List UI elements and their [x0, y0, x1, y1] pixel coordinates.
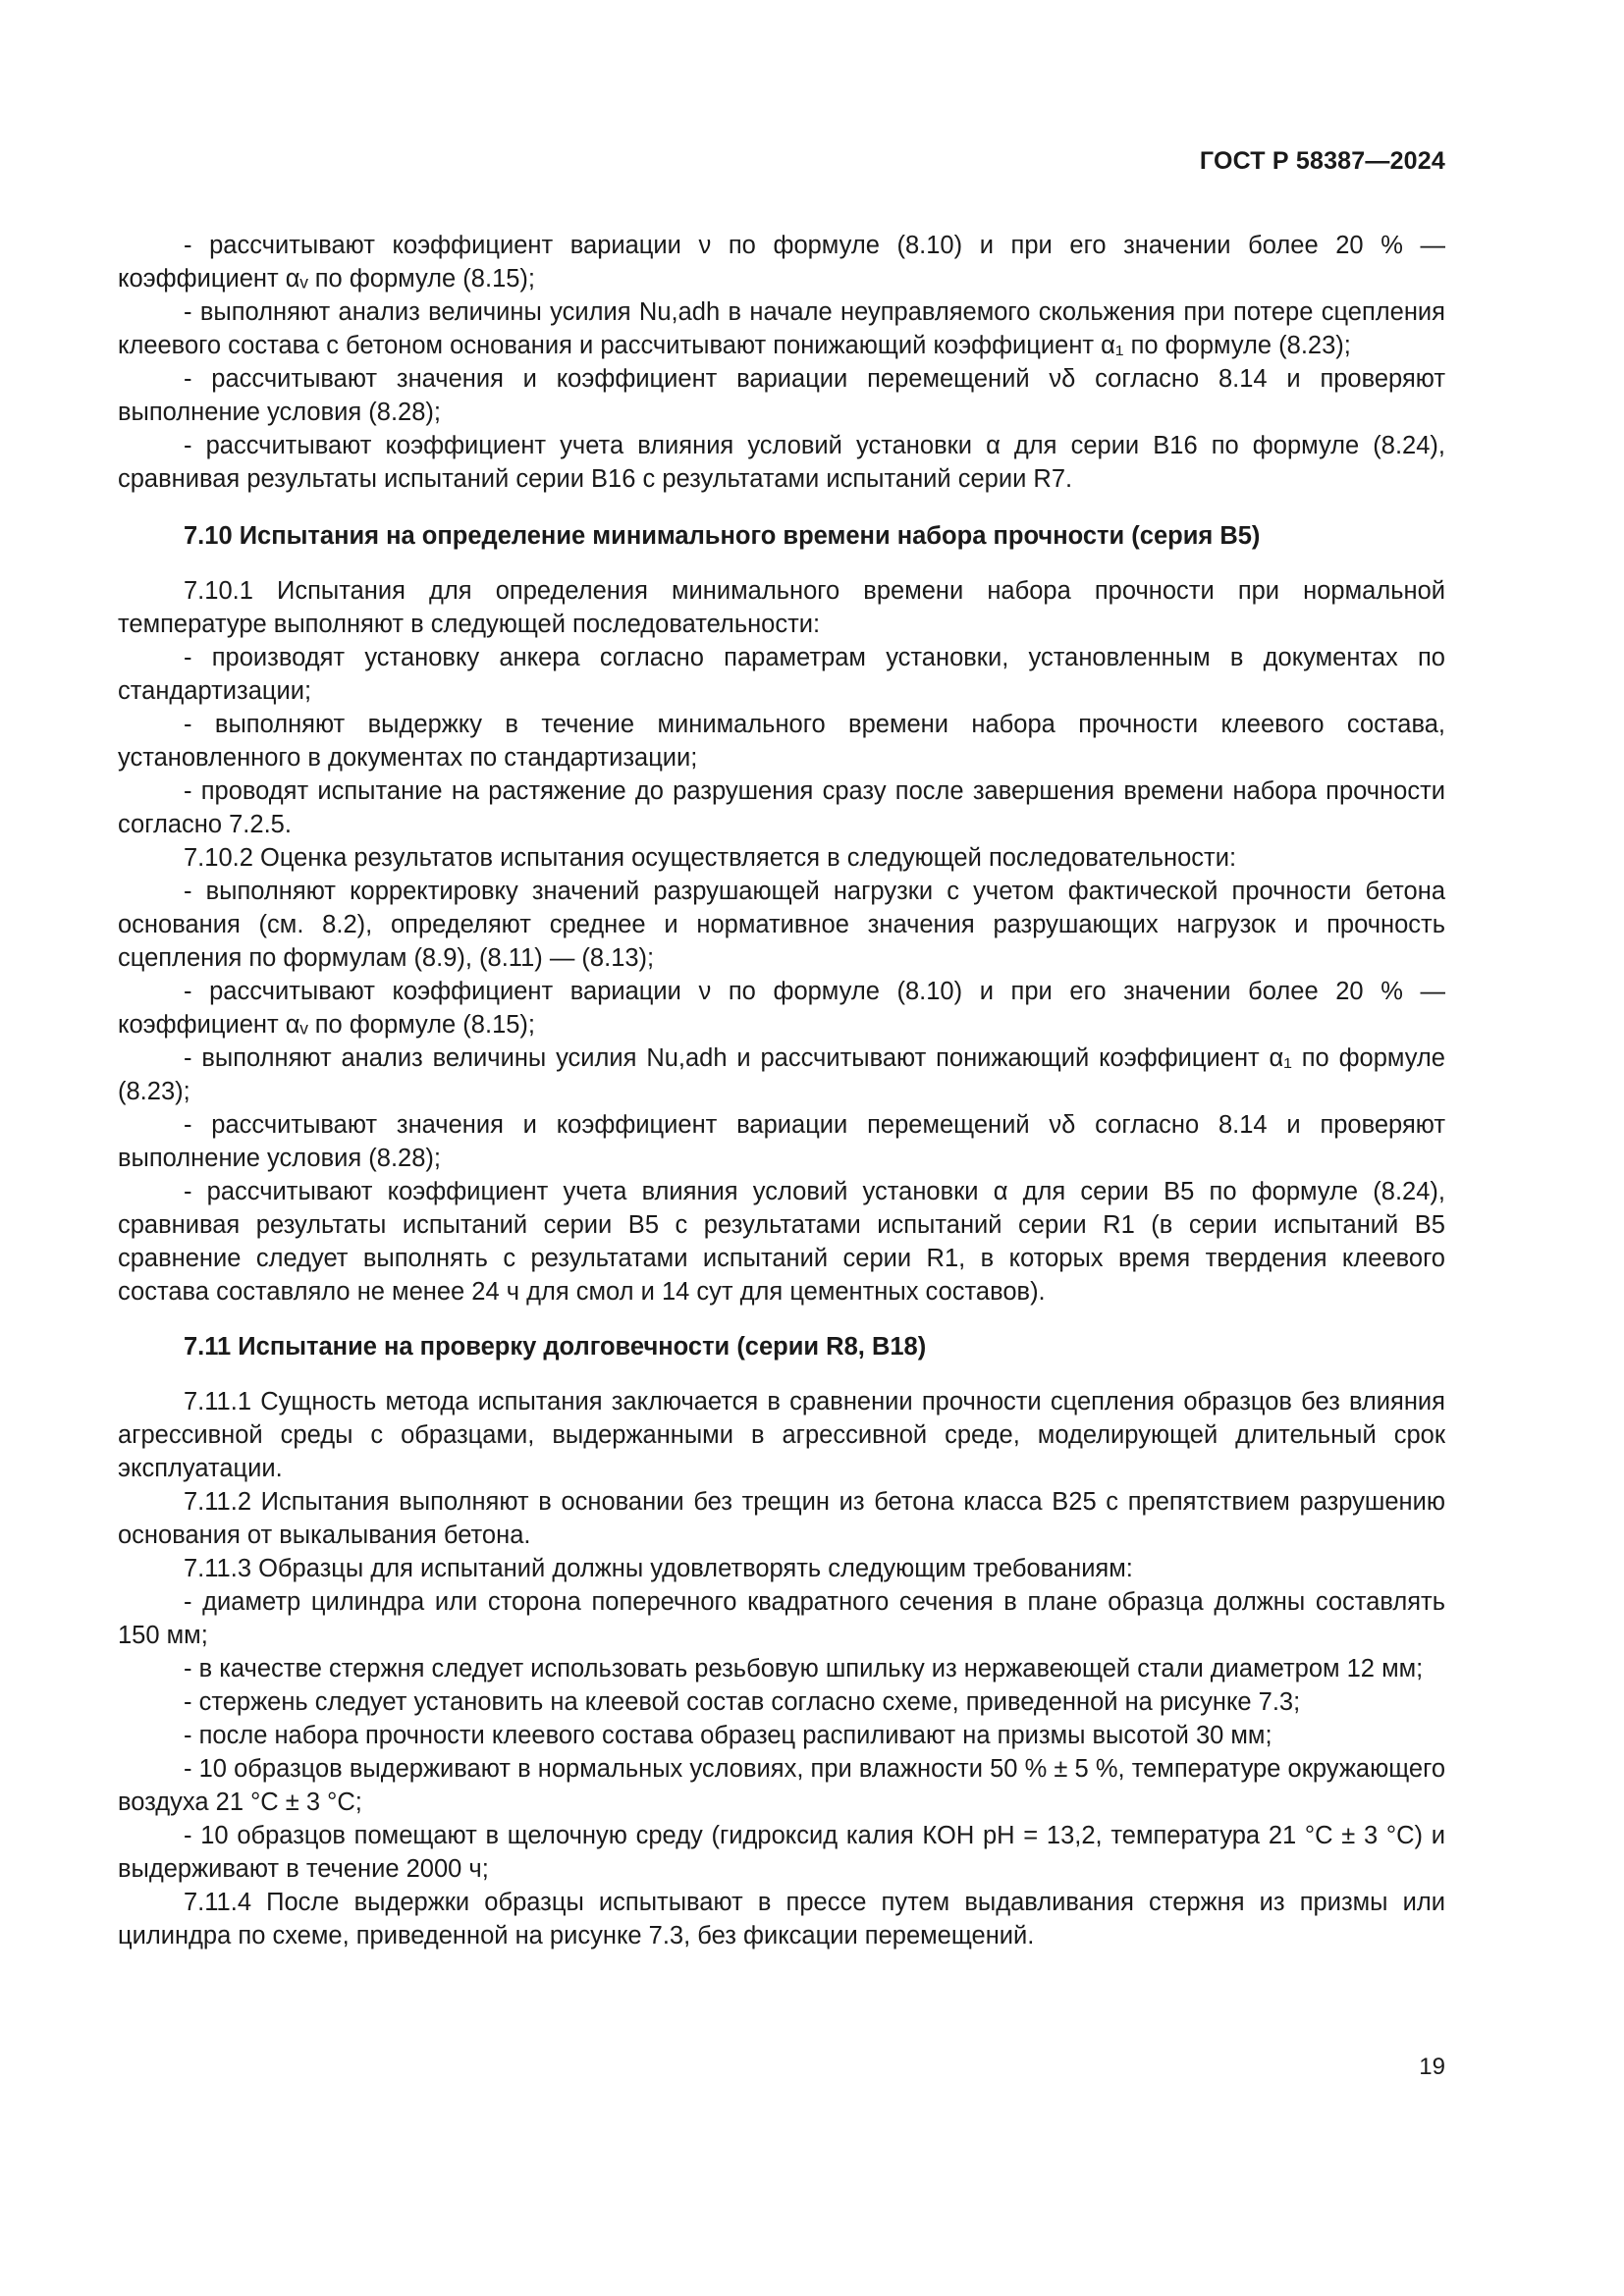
list-item: - 10 образцов помещают в щелочную среду (гидроксид калия КОН pH = 13,2, температура 21 °C ± 3 °C) и выдерживают в течение 2000 ч;	[118, 1822, 1445, 1883]
list-item: - выполняют анализ величины усилия Nu,adh в начале неуправляемого скольжения при потере сцепления клеевого состава с бетоном основания и рассчитывают понижающий коэффициент α₁ по формуле (8.23);	[118, 298, 1445, 359]
list-item: - рассчитывают коэффициент учета влияния условий установки α для серии B16 по формуле (8.24), сравнивая результаты испытаний серии B16 с результатами испытаний серии R7.	[118, 432, 1445, 493]
list-item: - в качестве стержня следует использовать резьбовую шпильку из нержавеющей стали диаметром 12 мм;	[184, 1655, 1424, 1682]
list-item: - после набора прочности клеевого состава образец распиливают на призмы высотой 30 мм;	[184, 1722, 1272, 1749]
list-item: - выполняют выдержку в течение минимального времени набора прочности клеевого состава, установленного в документах по стандартизации;	[118, 711, 1445, 772]
paragraph: 7.10.1 Испытания для определения минимального времени набора прочности при нормальной температуре выполняют в следующей последовательности:	[118, 577, 1445, 638]
list-item: - выполняют корректировку значений разрушающей нагрузки с учетом фактической прочности бетона основания (см. 8.2), определяют среднее и нормативное значения разрушающих нагрузок и прочность сцепления по формулам (8.9), (8.11) — (8.13);	[118, 878, 1445, 972]
list-item: - 10 образцов выдерживают в нормальных условиях, при влажности 50 % ± 5 %, температуре окружающего воздуха 21 °C ± 3 °C;	[118, 1755, 1445, 1816]
list-item: - производят установку анкера согласно параметрам установки, установленным в документах по стандартизации;	[118, 644, 1445, 705]
paragraph: 7.11.1 Сущность метода испытания заключается в сравнении прочности сцепления образцов без влияния агрессивной среды с образцами, выдержанными в агрессивной среде, моделирующей длительный срок эксплуатации.	[118, 1388, 1445, 1482]
section-heading-7-10: 7.10 Испытания на определение минимального времени набора прочности (серия B5)	[184, 522, 1261, 550]
paragraph: 7.10.2 Оценка результатов испытания осуществляется в следующей последовательности:	[184, 844, 1237, 872]
list-item: - рассчитывают коэффициент учета влияния условий установки α для серии B5 по формуле (8.24), сравнивая результаты испытаний серии B5 с результатами испытаний серии R1 (в серии испытаний B5 сравнение следует выполнять с результатами испытаний серии R1, в которых время твердения клеевого состава составляло не менее 24 ч для смол и 14 сут для цементных составов).	[118, 1178, 1445, 1306]
list-item: - проводят испытание на растяжение до разрушения сразу после завершения времени набора прочности согласно 7.2.5.	[118, 777, 1445, 838]
paragraph: 7.11.4 После выдержки образцы испытывают в прессе путем выдавливания стержня из призмы или цилиндра по схеме, приведенной на рисунке 7.3, без фиксации перемещений.	[118, 1889, 1445, 1949]
page-body	[118, 229, 1445, 1952]
paragraph: 7.11.2 Испытания выполняют в основании без трещин из бетона класса B25 с препятствием разрушению основания от выкалывания бетона.	[118, 1488, 1445, 1549]
list-item: - выполняют анализ величины усилия Nu,adh и рассчитывают понижающий коэффициент α₁ по формуле (8.23);	[118, 1044, 1445, 1105]
list-item: - диаметр цилиндра или сторона поперечного квадратного сечения в плане образца должны составлять 150 мм;	[118, 1588, 1445, 1649]
document-code-header: ГОСТ Р 58387—2024	[1199, 147, 1445, 175]
section-heading-7-11: 7.11 Испытание на проверку долговечности (серии R8, B18)	[184, 1333, 927, 1361]
list-item: - стержень следует установить на клеевой состав согласно схеме, приведенной на рисунке 7.3;	[184, 1688, 1301, 1716]
list-item: - рассчитывают значения и коэффициент вариации перемещений νδ согласно 8.14 и проверяют выполнение условия (8.28);	[118, 365, 1445, 426]
page-number: 19	[1419, 2054, 1445, 2080]
list-item: - рассчитывают коэффициент вариации ν по формуле (8.10) и при его значении более 20 % — коэффициент αᵥ по формуле (8.15);	[118, 232, 1445, 293]
list-item: - рассчитывают коэффициент вариации ν по формуле (8.10) и при его значении более 20 % — коэффициент αᵥ по формуле (8.15);	[118, 978, 1445, 1039]
list-item: - рассчитывают значения и коэффициент вариации перемещений νδ согласно 8.14 и проверяют выполнение условия (8.28);	[118, 1111, 1445, 1172]
paragraph: 7.11.3 Образцы для испытаний должны удовлетворять следующим требованиям:	[184, 1555, 1133, 1582]
